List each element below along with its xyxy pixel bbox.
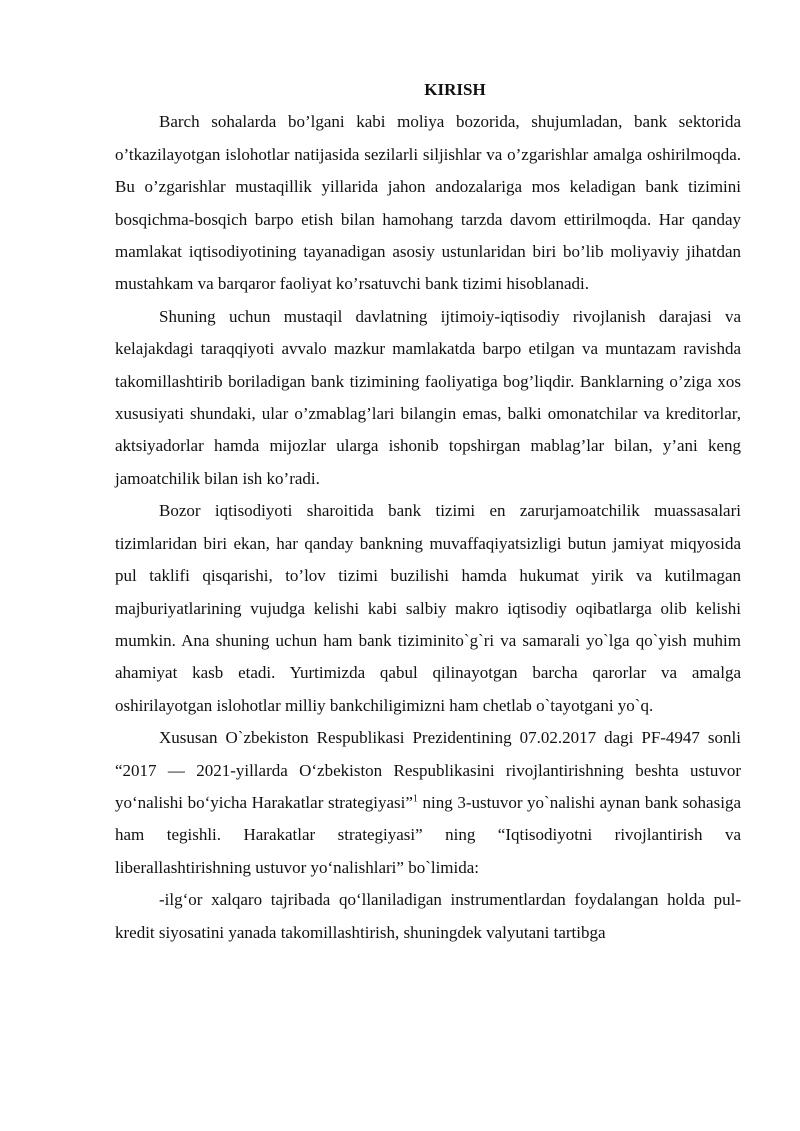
footnote-marker: 1 — [412, 793, 418, 805]
document-page — [115, 74, 741, 949]
paragraph-5: -ilg‘or xalqaro tajribada qo‘llaniladigan instrumentlardan foydalangan holda pul-kredit siyosatini yanada takomillashtirish, shuningdek valyutani tartibga — [115, 890, 741, 942]
paragraph-1: Barch sohalarda bo’lgani kabi moliya bozorida, shujumladan, bank sektorida o’tkazilayotgan islohotlar natijasida sezilarli siljishlar va o’zgarishlar amalga oshirilmoqda. Bu o’zgarishlar mustaqillik yillarida jahon andozalariga mos keladigan bank tizimini bosqichma-bosqich barpo etish bilan hamohang tarzda davom ettirilmoqda. Har qanday mamlakat iqtisodiyotining tayanadigan asosiy ustunlaridan biri bo’lib moliyaviy jihatdan mustahkam va barqaror faoliyat ko’rsatuvchi bank tizimi hisoblanadi. — [115, 112, 741, 294]
paragraph-3: Bozor iqtisodiyoti sharoitida bank tizimi en zarurjamoatchilik muassasalari tizimlaridan biri ekan, har qanday bankning muvaffaqiyatsizligi butun jamiyat miqyosida pul taklifi qisqarishi, to’lov tizimi buzilishi hamda hukumat yirik va kutilmagan majburiyatlarining vujudga kelishi kabi salbiy makro iqtisodiy oqibatlarga olib kelishi mumkin. Ana shuning uchun ham bank tiziminito`g`ri va samarali yo`lga qo`yish muhim ahamiyat kasb etadi. Yurtimizda qabul qilinayotgan barcha qarorlar va amalga oshirilayotgan islohotlar milliy bankchiligimizni ham chetlab o`tayotgani yo`q. — [115, 501, 741, 715]
paragraph-4-text-before: Xususan O`zbekiston Respublikasi Prezidentining 07.02.2017 dagi PF-4947 sonli “2017 — 2021-yillarda O‘zbekiston Respublikasini rivojlantirishning beshta ustuvor yo‘nalishi bo‘yicha Harakatlar strategiyasi” — [115, 728, 741, 812]
paragraph-4 — [115, 722, 741, 884]
page-title: KIRISH — [424, 80, 486, 99]
paragraph-4-text-after: ning 3-ustuvor yo`nalishi aynan bank sohasiga ham tegishli. Harakatlar strategiyasi” ning “Iqtisodiyotni rivojlantirish va liberallashtirishning ustuvor yo‘nalishlari” bo`limida: — [115, 792, 741, 877]
paragraph-2: Shuning uchun mustaqil davlatning ijtimoiy-iqtisodiy rivojlanish darajasi va kelajakdagi taraqqiyoti avvalo mazkur mamlakatda barpo etilgan va muntazam ravishda takomillashtirib boriladigan bank tizimining faoliyatiga bog’liqdir. Banklarning o’ziga xos xususiyati shundaki, ular o’zmablag’lari bilangin emas, balki omonatchilar va kreditorlar, aktsiyadorlar hamda mijozlar ularga ishonib topshirgan mablag’lar bilan, y’ani keng jamoatchilik bilan ish ko’radi. — [115, 306, 741, 488]
